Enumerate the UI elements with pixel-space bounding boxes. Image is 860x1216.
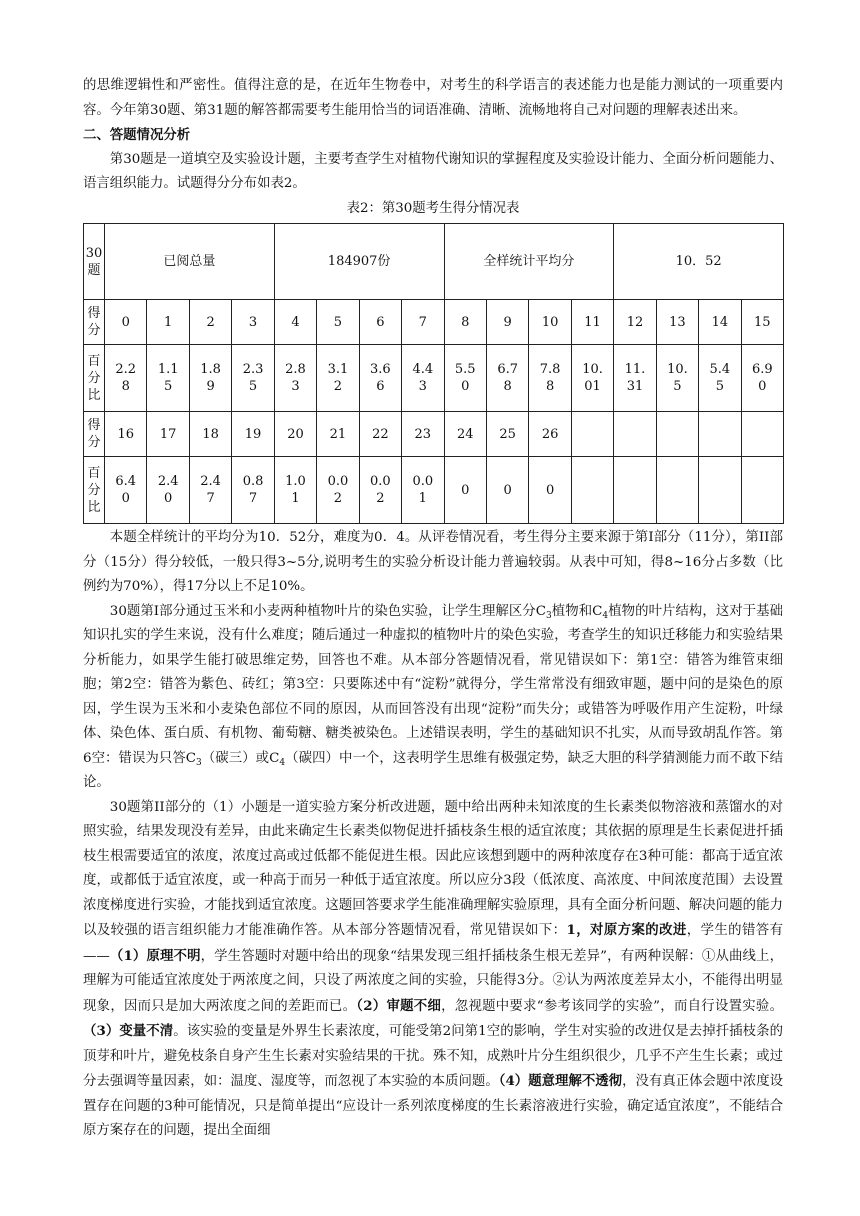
table-cell: 0 — [444, 457, 486, 524]
table-cell: 0.01 — [402, 457, 444, 524]
row-label-cell: 百分比 — [84, 457, 105, 524]
table-cell: 0.87 — [232, 457, 274, 524]
analysis-paragraph-1: 本题全样统计的平均分为10．52分，难度为0．4。从评卷情况看，考生得分主要来源于第Ⅰ部分（11分），第II部分（15分）得分较低，一般只得3~5分,说明考生的实验分析设计能力普遍较弱。从表中可知，得8~16分占多数（比例约为70%），得17分以上不足10%。 — [83, 530, 783, 594]
percent-row — [84, 457, 784, 524]
table-cell: 7.88 — [529, 345, 571, 412]
table-cell — [741, 457, 783, 524]
table-cell: 6.78 — [486, 345, 528, 412]
table-cell: 2.40 — [147, 457, 189, 524]
document-page — [83, 74, 783, 1144]
table-cell: 6 — [359, 300, 401, 345]
table-cell — [699, 412, 741, 457]
table-cell: 0.02 — [359, 457, 401, 524]
table-cell: 4.43 — [402, 345, 444, 412]
table-cell: 2.35 — [232, 345, 274, 412]
table-cell — [656, 457, 698, 524]
table-cell — [571, 412, 613, 457]
table-cell: 3 — [232, 300, 274, 345]
table-cell: 1.01 — [274, 457, 316, 524]
analysis-paragraph-2: 30题第Ⅰ部分通过玉米和小麦两种植物叶片的染色实验，让学生理解区分$C_3$植物和$C_4$植物的叶片结构，这对于基础知识扎实的学生来说，没有什么难度；随后通过一种虚拟的植物叶片的染色实验，考查学生的知识迁移能力和实验结果分析能力，如果学生能打破思维定势，回答也不难。从本部分答题情况看，常见错误如下：第1空：错答为维管束细胞；第2空：错答为紫色、砖红；第3空：只要陈述中有“淀粉”就得分，学生常常没有细致审题，题中问的是染色的原因，学生误为玉米和小麦染色部位不同的原因，从而回答没有出现“淀粉”而失分；或错答为呼吸作用产生淀粉，叶绿体、染色体、蛋白质、有机物、葡萄糖、糖类被染色。上述错误表明，学生的基础知识不扎实，从而导致胡乱作答。第6空：错误为只答$C_3$（碳三）或$C_4$（碳四）中一个，这表明学生思维有极强定势，缺乏大胆的科学猜测能力而不敢下结论。 — [83, 603, 784, 790]
table-cell: 14 — [699, 300, 741, 345]
table-cell — [614, 457, 656, 524]
table-cell — [614, 412, 656, 457]
row-label-cell: 得分 — [84, 300, 105, 345]
table-cell: 3.12 — [317, 345, 359, 412]
percent-row — [84, 345, 784, 412]
table-cell: 11 — [571, 300, 613, 345]
table-cell: 0 — [486, 457, 528, 524]
table-cell: 10.5 — [656, 345, 698, 412]
analysis-paragraph-3: 30题第II部分的（1）小题是一道实验方案分析改进题，题中给出两种未知浓度的生长素类似物溶液和蒸馏水的对照实验，结果发现没有差异，由此来确定生长素类似物促进扦插枝条生根的适宜浓度；其依据的原理是生长素促进扦插枝生根需要适宜的浓度，浓度过高或过低都不能促进生根。因此应该想到题中的两种浓度存在3种可能：都高于适宜浓度，或都低于适宜浓度，或一种高于而另一种低于适宜浓度。所以应分3段（低浓度、高浓度、中间浓度范围）去设置浓度梯度进行实验，才能找到适宜浓度。这题回答要求学生能准确理解实验原理，具有全面分析问题、解决问题的能力以及较强的语言组织能力才能准确作答。从本部分答题情况看，常见错误如下：1，对原方案的改进，学生的错答有——（1）原理不明，学生答题时对题中给出的现象“结果发现三组扦插枝条生根无差异”，有两种误解：①从曲线上，理解为可能适宜浓度处于两浓度之间，只设了两浓度之间的实验，只能得3分。②认为两浓度差异太小，不能得出明显现象，因而只是加大两浓度之间的差距而已。（2）审题不细，忽视题中要求“参考该同学的实验”，而自行设置实验。（3）变量不清。该实验的变量是外界生长素浓度，可能受第2问第1空的影响，学生对实验的改进仅是去掉扦插枝条的顶芽和叶片，避免枝条自身产生生长素对实验结果的干扰。殊不知，成熟叶片分生组织很少，几乎不产生生长素；或过分去强调等量因素，如：温度、湿度等，而忽视了本实验的本质问题。（4）题意理解不透彻，没有真正体会题中浓度设置存在问题的3种可能情况，只是简单提出“应设计一系列浓度梯度的生长素溶液进行实验，确定适宜浓度”，不能结合原方案存在的问题，提出全面细 — [83, 799, 784, 1138]
table-cell: 0.02 — [317, 457, 359, 524]
table-cell: 15 — [741, 300, 783, 345]
section-heading: 二、答题情况分析 — [83, 127, 191, 143]
table-cell: 1 — [147, 300, 189, 345]
table-cell: 2.47 — [189, 457, 231, 524]
table-cell: 1.15 — [147, 345, 189, 412]
table-cell: 5 — [317, 300, 359, 345]
read-total-label-cell: 已阅总量 — [105, 224, 275, 300]
table-cell: 16 — [105, 412, 147, 457]
table-cell: 10 — [529, 300, 571, 345]
table-cell: 6.40 — [105, 457, 147, 524]
table-cell: 5.50 — [444, 345, 486, 412]
table-cell — [571, 457, 613, 524]
table-cell: 22 — [359, 412, 401, 457]
table-cell: 11.31 — [614, 345, 656, 412]
table-cell: 21 — [317, 412, 359, 457]
table-cell: 2.83 — [274, 345, 316, 412]
average-label-cell: 全样统计平均分 — [444, 224, 614, 300]
table-cell: 0 — [529, 457, 571, 524]
table-cell: 17 — [147, 412, 189, 457]
read-total-value-cell: 184907份 — [274, 224, 444, 300]
table-cell: 25 — [486, 412, 528, 457]
table-cell: 8 — [444, 300, 486, 345]
intro-paragraph: 的思维逻辑性和严密性。值得注意的是，在近年生物卷中，对考生的科学语言的表述能力也是能力测试的一项重要内容。今年第30题、第31题的解答都需要考生能用恰当的词语准确、清晰、流畅地将自己对问题的理解表述出来。 — [83, 78, 783, 118]
table-cell: 10.01 — [571, 345, 613, 412]
table-cell: 2 — [189, 300, 231, 345]
table-cell: 2.28 — [105, 345, 147, 412]
question-label-cell: 30题 — [84, 224, 105, 300]
table-caption: 表2：第30题考生得分情况表 — [346, 200, 520, 216]
table-cell — [741, 412, 783, 457]
score-row — [84, 412, 784, 457]
table-cell: 5.45 — [699, 345, 741, 412]
table-cell: 9 — [486, 300, 528, 345]
section-intro-paragraph: 第30题是一道填空及实验设计题，主要考查学生对植物代谢知识的掌握程度及实验设计能力、全面分析问题能力、语言组织能力。试题得分分布如表2。 — [83, 151, 783, 191]
row-label-cell: 百分比 — [84, 345, 105, 412]
table-cell: 12 — [614, 300, 656, 345]
score-distribution-table — [83, 223, 784, 524]
table-cell: 26 — [529, 412, 571, 457]
table-cell — [656, 412, 698, 457]
table-cell: 18 — [189, 412, 231, 457]
table-cell — [699, 457, 741, 524]
table-cell: 6.90 — [741, 345, 783, 412]
table-cell: 23 — [402, 412, 444, 457]
table-cell: 3.66 — [359, 345, 401, 412]
table-cell: 7 — [402, 300, 444, 345]
table-cell: 20 — [274, 412, 316, 457]
average-value-cell: 10．52 — [614, 224, 784, 300]
table-cell: 1.89 — [189, 345, 231, 412]
table-cell: 24 — [444, 412, 486, 457]
table-cell: 19 — [232, 412, 274, 457]
score-row — [84, 300, 784, 345]
row-label-cell: 得分 — [84, 412, 105, 457]
table-cell: 4 — [274, 300, 316, 345]
table-cell: 13 — [656, 300, 698, 345]
table-header-row — [84, 224, 784, 300]
table-cell: 0 — [105, 300, 147, 345]
